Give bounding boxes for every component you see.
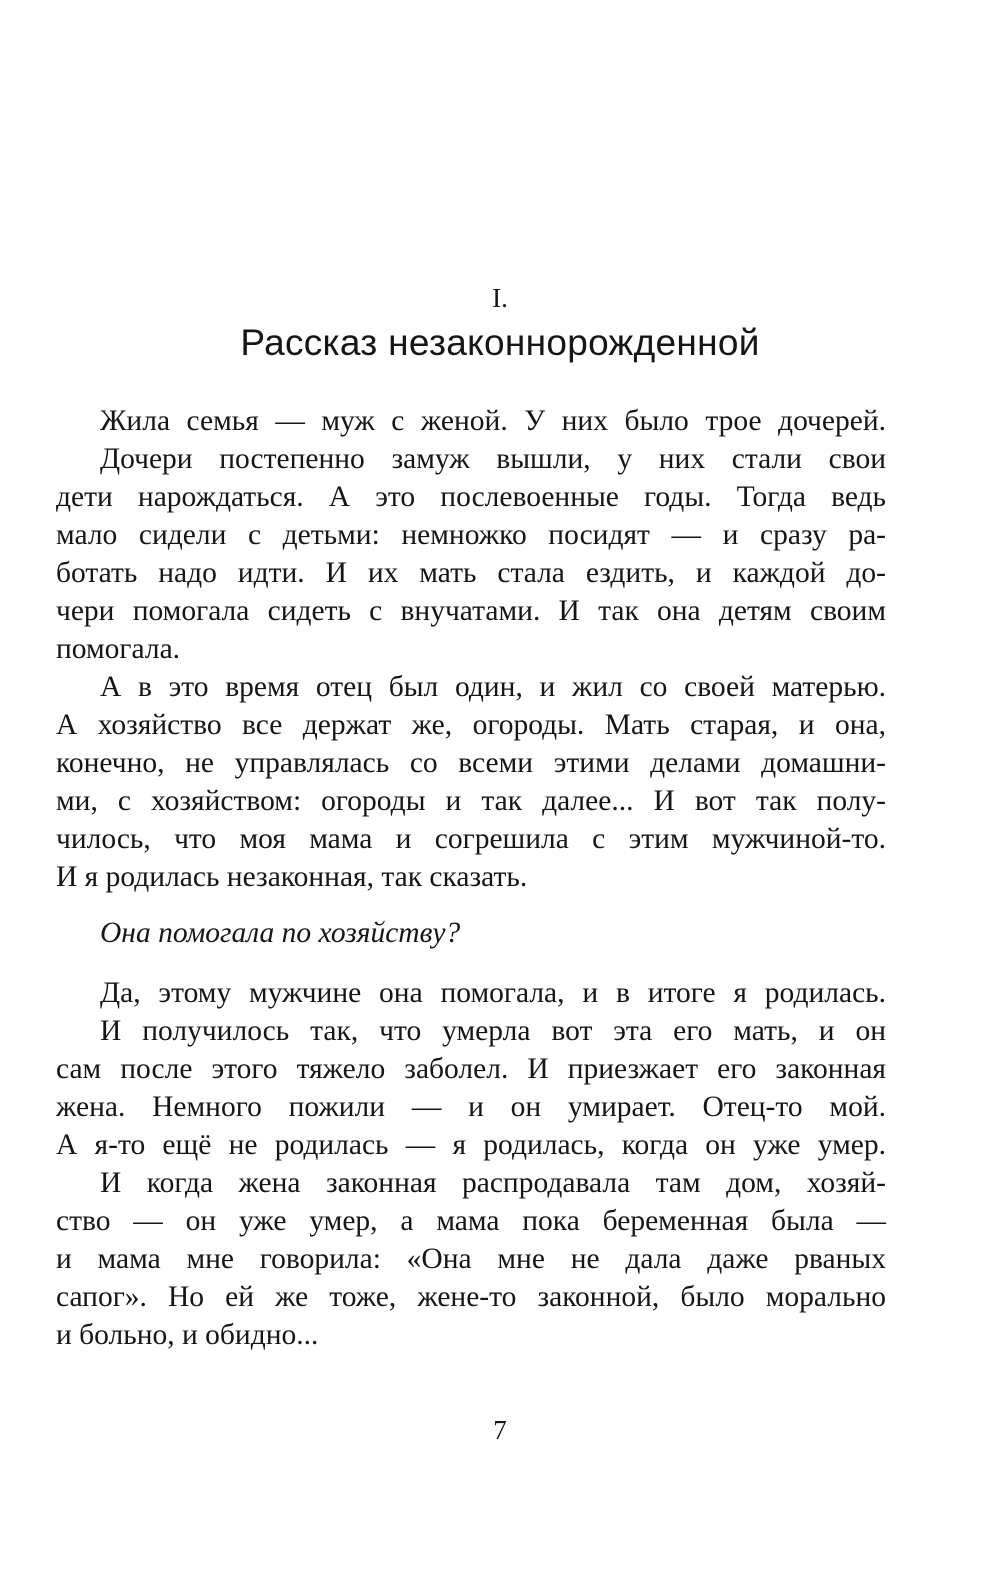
text-line: Дочери постепенно замуж вышли, у них стали свои <box>100 443 886 475</box>
text-line: Жила семья — муж с женой. У них было трое дочерей. <box>100 405 886 437</box>
text-line: А я-то ещё не родилась — я родилась, когда он уже умер. <box>56 1129 886 1161</box>
text-line: А в это время отец был один, и жил со своей матерью. <box>100 671 886 703</box>
text-line: И когда жена законная распродавала там дом, хозяй- <box>100 1167 886 1199</box>
text-line: Да, этому мужчине она помогала, и в итоге я родилась. <box>100 977 886 1009</box>
interviewer-question: Она помогала по хозяйству? <box>100 917 461 949</box>
text-line: сам после этого тяжело заболел. И приезжает его законная <box>56 1053 886 1085</box>
text-line: И я родилась незаконная, так сказать. <box>56 861 528 893</box>
text-line: чилось, что моя мама и согрешила с этим мужчиной-то. <box>56 823 886 855</box>
chapter-number: I. <box>492 283 508 313</box>
chapter-title: Рассказ незаконнорожденной <box>240 322 760 363</box>
text-line: ботать надо идти. И их мать стала ездить, и каждой до- <box>56 557 886 589</box>
text-line: и больно, и обидно... <box>56 1319 319 1351</box>
text-line: жена. Немного пожили — и он умирает. Отец-то мой. <box>56 1091 886 1123</box>
page-number: 7 <box>493 1415 507 1445</box>
text-line: дети нарождаться. А это послевоенные годы. Тогда ведь <box>56 481 886 513</box>
text-line: мало сидели с детьми: немножко посидят — и сразу ра- <box>56 519 886 551</box>
text-block-2 <box>56 974 886 1354</box>
text-line: сапог». Но ей же тоже, жене-то законной, было морально <box>56 1281 886 1313</box>
text-block-1 <box>56 402 886 896</box>
text-line: и мама мне говорила: «Она мне не дала даже рваных <box>56 1243 886 1275</box>
text-line: конечно, не управлялась со всеми этими делами домашни- <box>56 747 886 779</box>
text-line: ство — он уже умер, а мама пока беременная была — <box>56 1205 886 1237</box>
text-line: И получилось так, что умерла вот эта его мать, и он <box>100 1015 886 1047</box>
text-line: ми, с хозяйством: огороды и так далее... И вот так полу- <box>56 785 886 817</box>
text-line: чери помогала сидеть с внучатами. И так она детям своим <box>56 595 886 627</box>
text-line: А хозяйство все держат же, огороды. Мать старая, и она, <box>56 709 886 741</box>
text-line: помогала. <box>56 633 181 665</box>
